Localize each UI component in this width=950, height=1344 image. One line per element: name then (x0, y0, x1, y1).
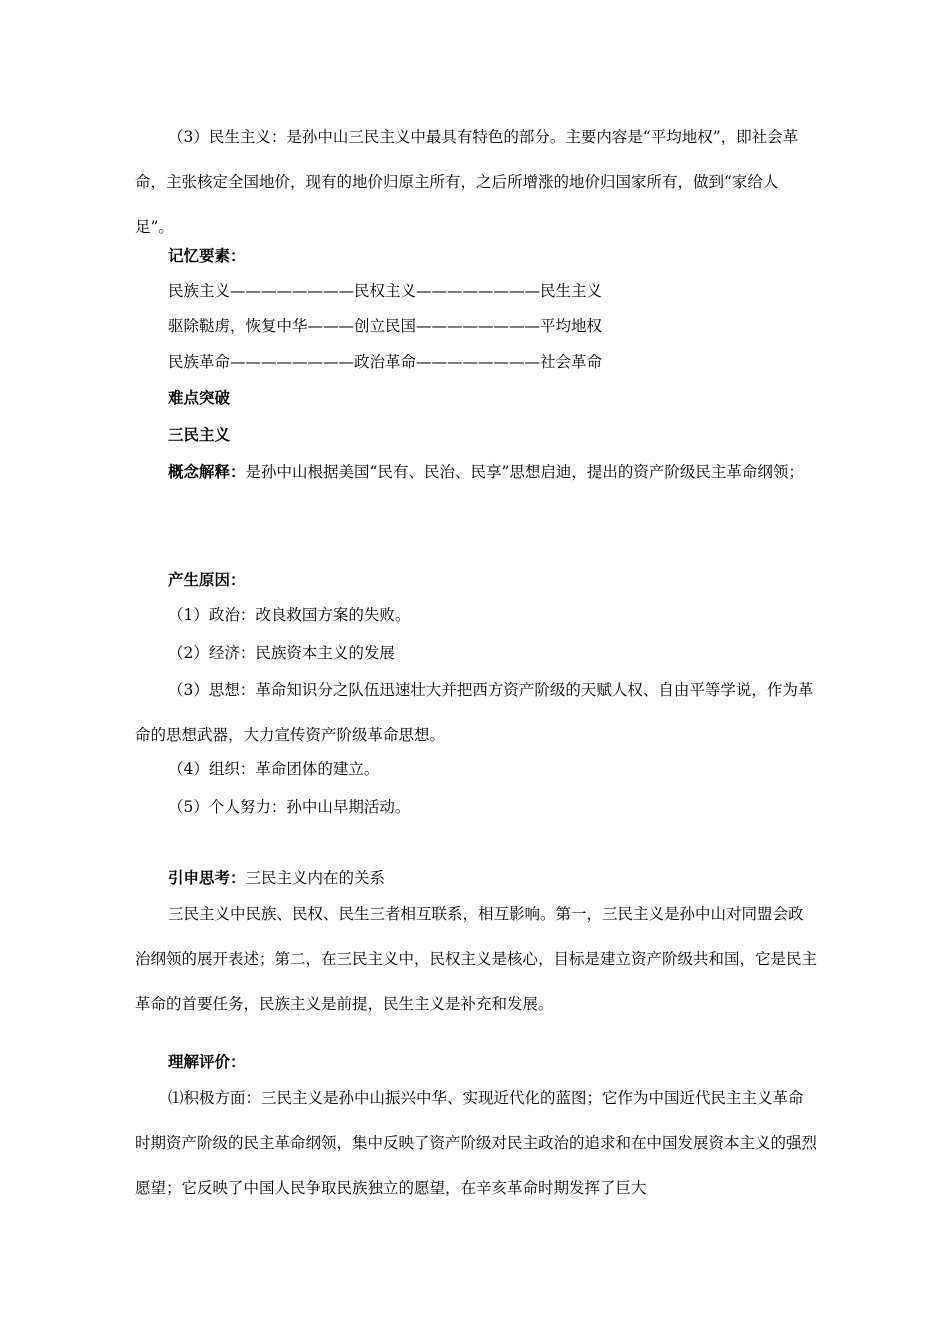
extended-title: 三民主义内在的关系 (245, 869, 386, 887)
concept-paragraph (135, 449, 817, 495)
cause-item-political: （1）政治：改良救国方案的失败。 (168, 606, 411, 624)
cause-item-organizational: （4）组织：革命团体的建立。 (168, 760, 380, 778)
topic-heading: 三民主义 (168, 425, 231, 444)
extended-thinking-line (168, 868, 385, 888)
evaluation-paragraph: ⑴积极方面：三民主义是孙中山振兴中华、实现近代化的蓝图；它作为中国近代民主主义革命时期资产阶级的民主革命纲领，集中反映了资产阶级对民主政治的追求和在中国发展资本主义的强烈愿望；它反映了中国人民争取民族独立的愿望，在辛亥革命时期发挥了巨大 (135, 1089, 818, 1197)
difficulty-heading: 难点突破 (168, 388, 231, 407)
cause-item-ideological: （3）思想：革命知识分之队伍迅速壮大并把西方资产阶级的天赋人权、自由平等学说，作为革命的思想武器，大力宣传资产阶级革命思想。 (135, 681, 814, 744)
memory-row-principles: 民族主义————————民权主义————————民生主义 (168, 282, 603, 300)
causes-heading: 产生原因： (168, 570, 246, 589)
concept-label: 概念解释： (168, 462, 246, 481)
memory-heading: 记忆要素： (168, 246, 246, 265)
extended-label: 引申思考： (168, 868, 246, 887)
cause-item-economic: （2）经济：民族资本主义的发展 (168, 644, 395, 662)
cause-item-personal: （5）个人努力：孙中山早期活动。 (168, 798, 411, 816)
extended-paragraph: 三民主义中民族、民权、民生三者相互联系，相互影响。第一，三民主义是孙中山对同盟会政治纲领的展开表述；第二，在三民主义中，民权主义是核心，目标是建立资产阶级共和国，它是民主革命的首要任务，民族主义是前提，民生主义是补充和发展。 (135, 905, 818, 1013)
evaluation-heading: 理解评价： (168, 1052, 246, 1071)
memory-row-revolutions: 民族革命————————政治革命————————社会革命 (168, 353, 603, 371)
concept-text: 是孙中山根据美国“民有、民治、民享”思想启迪，提出的资产阶级民主革命纲领； (245, 463, 804, 481)
memory-row-goals: 驱除鞑虏，恢复中华———创立民国————————平均地权 (168, 317, 603, 335)
minsheng-paragraph: （3）民生主义：是孙中山三民主义中最具有特色的部分。主要内容是“平均地权”，即社会革命，主张核定全国地价，现有的地价归原主所有，之后所增涨的地价归国家所有，做到“家给人足”。 (135, 128, 799, 236)
